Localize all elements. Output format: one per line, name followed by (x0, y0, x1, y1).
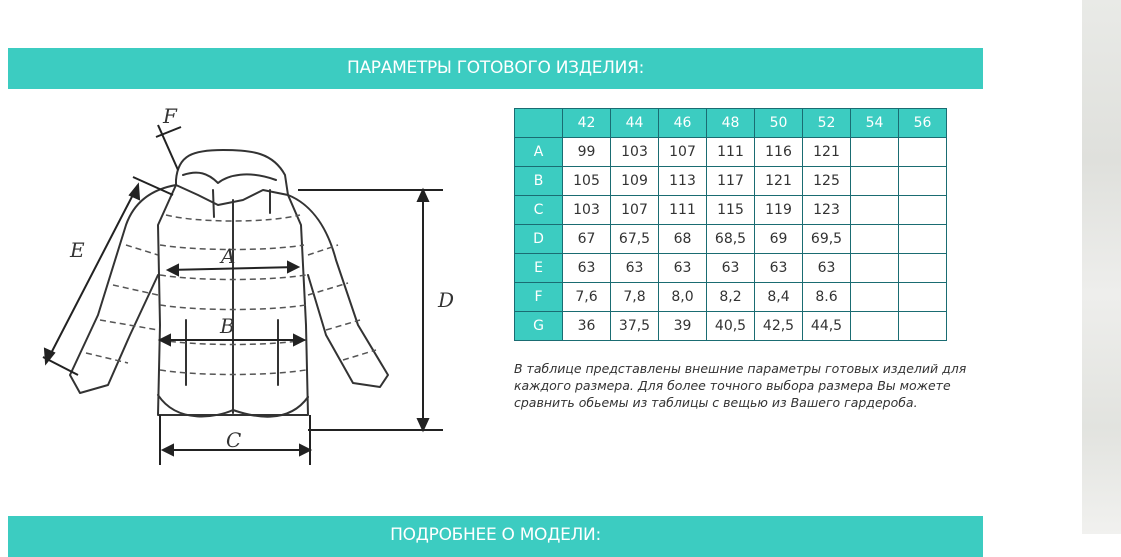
table-cell (851, 254, 899, 283)
table-cell (899, 283, 947, 312)
row-label: E (515, 254, 563, 283)
jacket-sketch (8, 95, 483, 490)
table-cell: 8,2 (707, 283, 755, 312)
table-cell (851, 225, 899, 254)
row-label: D (515, 225, 563, 254)
table-cell: 8,0 (659, 283, 707, 312)
table-cell (851, 312, 899, 341)
table-cell: 117 (707, 167, 755, 196)
table-cell (899, 312, 947, 341)
table-cell (899, 254, 947, 283)
table-cell: 7,8 (611, 283, 659, 312)
table-row (515, 283, 947, 312)
table-cell: 107 (611, 196, 659, 225)
table-cell: 121 (803, 138, 851, 167)
table-row (515, 312, 947, 341)
table-cell (899, 225, 947, 254)
table-cell: 36 (563, 312, 611, 341)
row-label: B (515, 167, 563, 196)
diagram-label-b: B (220, 314, 235, 338)
section-title-parameters: ПАРАМЕТРЫ ГОТОВОГО ИЗДЕЛИЯ: (8, 48, 983, 89)
table-cell: 63 (659, 254, 707, 283)
table-cell: 103 (611, 138, 659, 167)
table-cell: 42,5 (755, 312, 803, 341)
table-cell: 111 (707, 138, 755, 167)
table-cell: 103 (563, 196, 611, 225)
table-cell (851, 196, 899, 225)
table-row (515, 254, 947, 283)
table-cell: 115 (707, 196, 755, 225)
table-cell (851, 138, 899, 167)
table-cell: 99 (563, 138, 611, 167)
size-header-row (515, 109, 947, 138)
table-row (515, 138, 947, 167)
table-cell: 8.6 (803, 283, 851, 312)
row-label: F (515, 283, 563, 312)
diagram-label-f: F (163, 104, 177, 128)
table-cell: 67,5 (611, 225, 659, 254)
table-cell: 111 (659, 196, 707, 225)
size-header: 50 (755, 109, 803, 138)
table-cell: 44,5 (803, 312, 851, 341)
table-cell: 123 (803, 196, 851, 225)
table-cell: 105 (563, 167, 611, 196)
table-row (515, 225, 947, 254)
table-cell: 125 (803, 167, 851, 196)
table-cell (899, 196, 947, 225)
table-cell: 119 (755, 196, 803, 225)
table-cell: 69,5 (803, 225, 851, 254)
table-cell: 116 (755, 138, 803, 167)
table-cell: 39 (659, 312, 707, 341)
diagram-label-c: C (226, 428, 242, 452)
table-cell (899, 138, 947, 167)
size-header: 54 (851, 109, 899, 138)
size-header: 48 (707, 109, 755, 138)
size-note: В таблице представлены внешние параметры готовых изделий для каждого размера. Для более точного выбора размера Вы можете сравнить обьемы из таблицы с вещью из Вашего гардероба. (514, 361, 967, 410)
section-title-model-details: ПОДРОБНЕЕ О МОДЕЛИ: (8, 516, 983, 557)
table-cell: 109 (611, 167, 659, 196)
page-background-strip (1082, 0, 1121, 534)
size-header: 44 (611, 109, 659, 138)
table-cell: 121 (755, 167, 803, 196)
size-header: 56 (899, 109, 947, 138)
size-header: 52 (803, 109, 851, 138)
size-header: 46 (659, 109, 707, 138)
table-cell: 63 (755, 254, 803, 283)
jacket-measurement-diagram (8, 95, 483, 490)
table-cell: 63 (563, 254, 611, 283)
table-cell: 68 (659, 225, 707, 254)
header-corner (515, 109, 563, 138)
table-row (515, 167, 947, 196)
table-cell: 68,5 (707, 225, 755, 254)
table-cell: 63 (611, 254, 659, 283)
table-cell: 107 (659, 138, 707, 167)
diagram-label-e: E (70, 238, 85, 262)
table-cell: 8,4 (755, 283, 803, 312)
table-cell: 7,6 (563, 283, 611, 312)
row-label: G (515, 312, 563, 341)
table-cell: 67 (563, 225, 611, 254)
table-cell: 69 (755, 225, 803, 254)
row-label: A (515, 138, 563, 167)
size-table (514, 108, 947, 341)
diagram-label-d: D (438, 288, 455, 312)
table-cell: 40,5 (707, 312, 755, 341)
table-cell: 63 (707, 254, 755, 283)
table-cell: 37,5 (611, 312, 659, 341)
table-cell: 113 (659, 167, 707, 196)
table-cell (851, 283, 899, 312)
diagram-label-a: A (221, 244, 236, 268)
table-cell: 63 (803, 254, 851, 283)
table-cell (899, 167, 947, 196)
size-header: 42 (563, 109, 611, 138)
table-cell (851, 167, 899, 196)
table-row (515, 196, 947, 225)
row-label: C (515, 196, 563, 225)
